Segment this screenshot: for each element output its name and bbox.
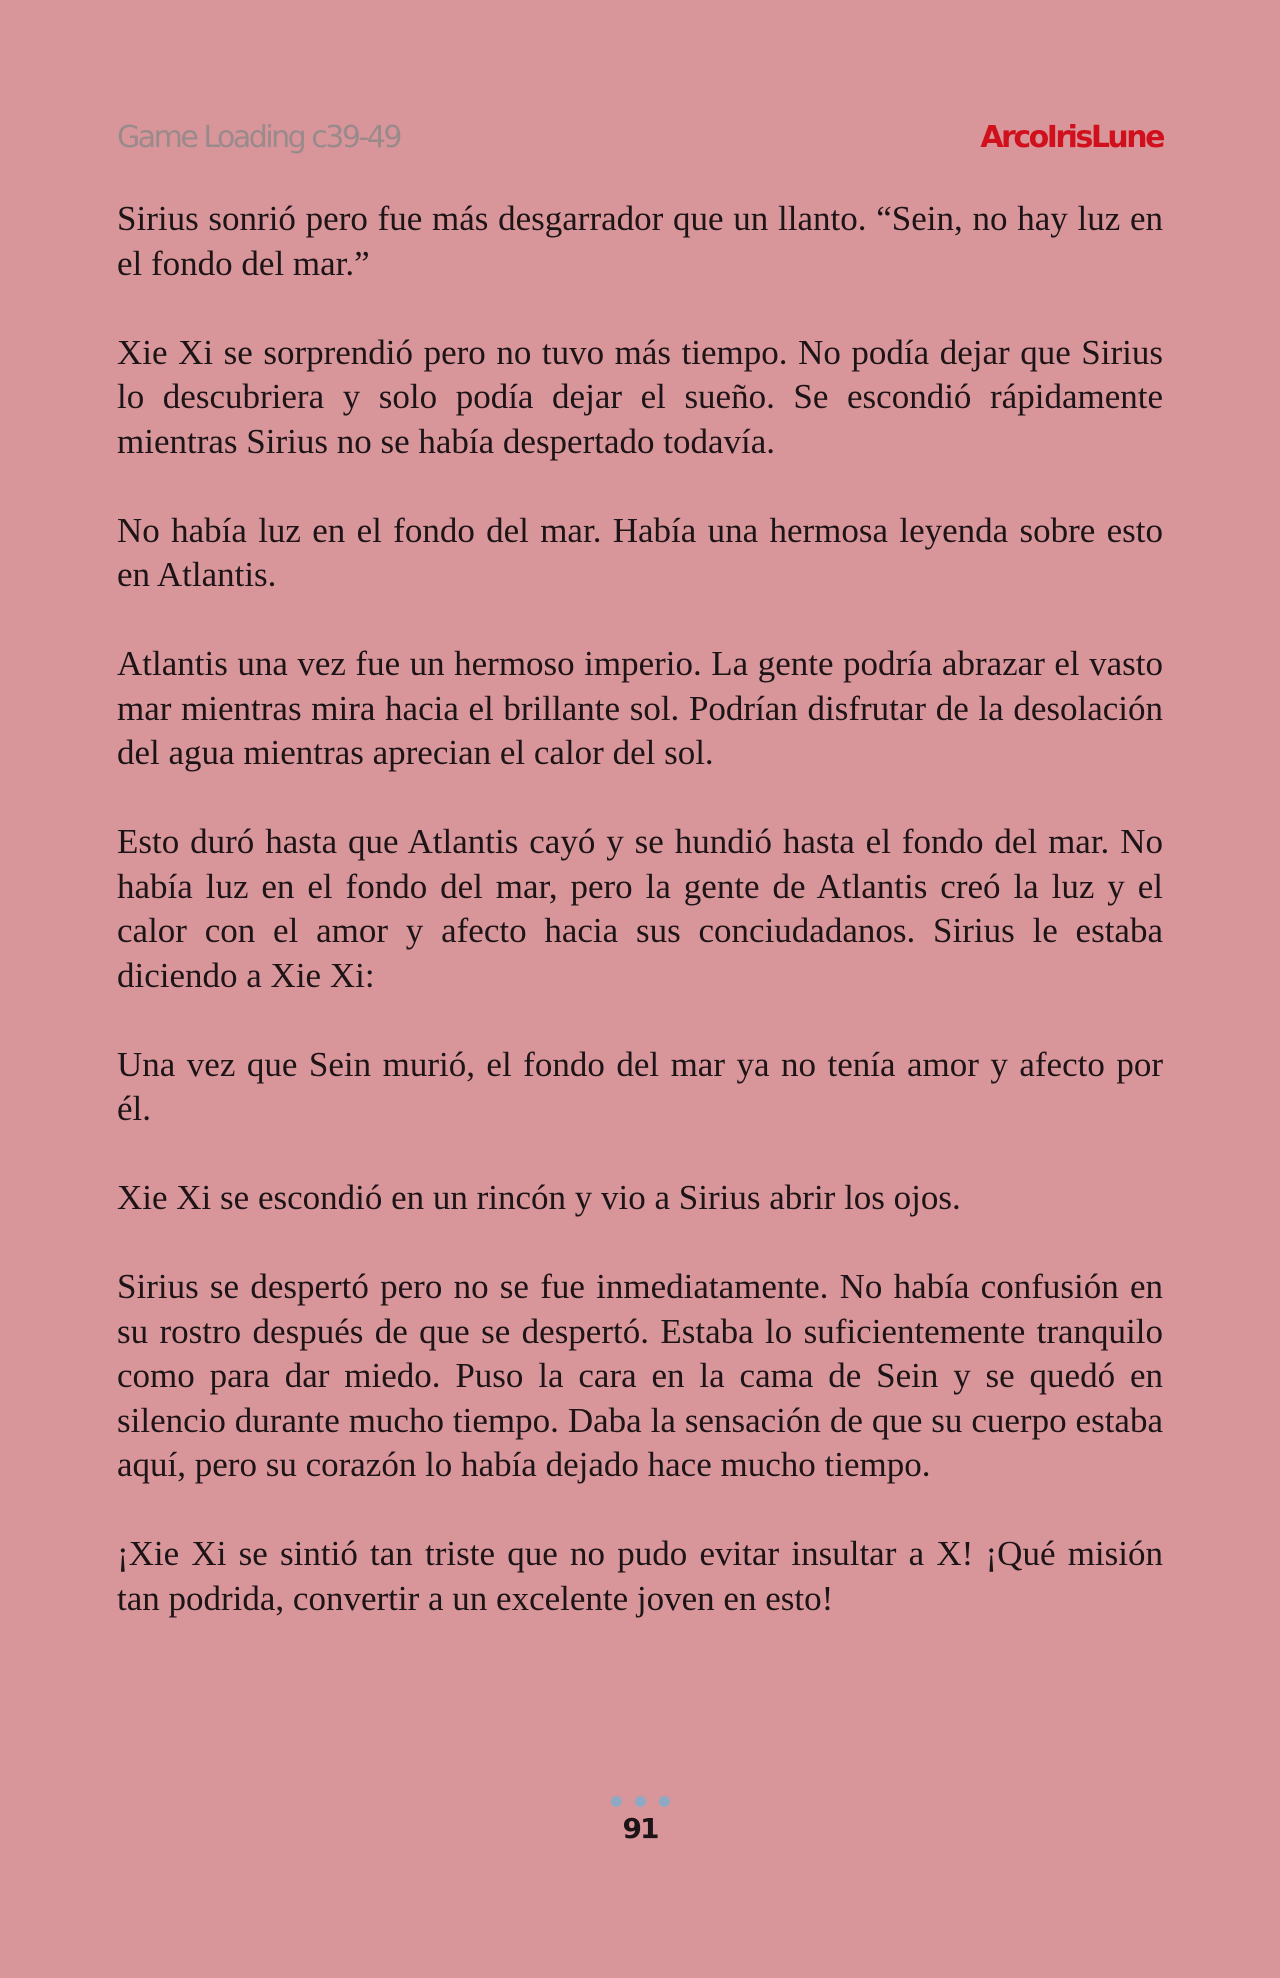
page-number: 91 <box>622 1812 658 1845</box>
paragraph: Sirius sonrió pero fue más desgarrador que un llanto. “Sein, no hay luz en el fondo del mar.” <box>117 199 1163 283</box>
paragraph: Atlantis una vez fue un hermoso imperio. La gente podría abrazar el vasto mar mientras mira hacia el brillante sol. Podrían disfrutar de la desolación del agua mientras aprecian el calor del sol. <box>117 644 1163 772</box>
paragraph: Una vez que Sein murió, el fondo del mar ya no tenía amor y afecto por él. <box>117 1044 1163 1128</box>
chapter-body-text <box>117 197 1163 1666</box>
running-header <box>117 120 1163 160</box>
page-footer <box>0 1796 1280 1845</box>
translator-credit-header: ArcoIrisLune <box>980 120 1163 155</box>
paragraph: Sirius se despertó pero no se fue inmediatamente. No había confusión en su rostro después de que se despertó. Estaba lo suficientemente tranquilo como para dar miedo. Puso la cara en la cama de Sein y se quedó en silencio durante mucho tiempo. Daba la sensación de que su cuerpo estaba aquí, pero su corazón lo había dejado hace mucho tiempo. <box>117 1267 1163 1484</box>
paragraph: ¡Xie Xi se sintió tan triste que no pudo evitar insultar a X! ¡Qué misión tan podrida, convertir a un excelente joven en esto! <box>117 1534 1163 1618</box>
book-title-header: Game Loading c39-49 <box>117 120 400 155</box>
decorative-dots <box>0 1796 1280 1810</box>
dot-icon <box>635 1796 646 1807</box>
paragraph: Xie Xi se escondió en un rincón y vio a Sirius abrir los ojos. <box>117 1178 961 1217</box>
paragraph: Xie Xi se sorprendió pero no tuvo más tiempo. No podía dejar que Sirius lo descubriera y solo podía dejar el sueño. Se escondió rápidamente mientras Sirius no se había despertado todavía. <box>117 332 1163 461</box>
paragraph: Esto duró hasta que Atlantis cayó y se hundió hasta el fondo del mar. No había luz en el fondo del mar, pero la gente de Atlantis creó la luz y el calor con el amor y afecto hacia sus conciudadanos. Sirius le estaba diciendo a Xie Xi: <box>117 822 1163 995</box>
dot-icon <box>611 1796 622 1807</box>
paragraph: No había luz en el fondo del mar. Había una hermosa leyenda sobre esto en Atlantis. <box>117 510 1163 594</box>
dot-icon <box>659 1796 670 1807</box>
